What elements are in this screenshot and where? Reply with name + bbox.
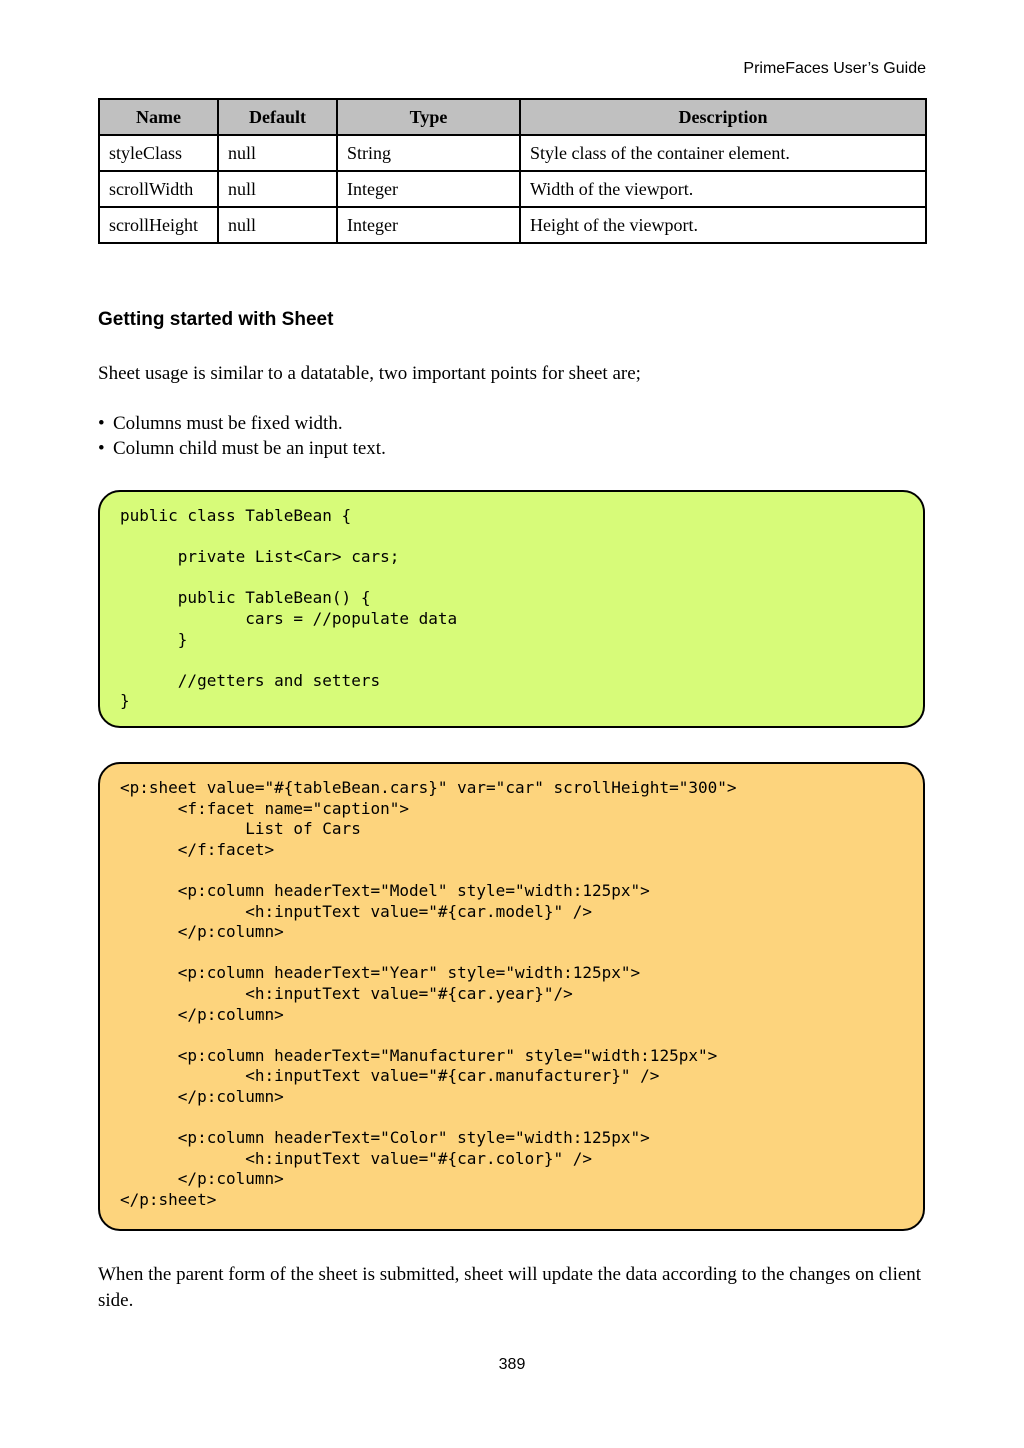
cell-description: Style class of the container element. <box>520 135 926 171</box>
cell-description: Width of the viewport. <box>520 171 926 207</box>
column-header-name: Name <box>99 99 218 135</box>
column-header-description: Description <box>520 99 926 135</box>
section-title: Getting started with Sheet <box>98 309 334 330</box>
column-header-default: Default <box>218 99 337 135</box>
bullet-list <box>98 411 386 461</box>
cell-description: Height of the viewport. <box>520 207 926 243</box>
list-item: • Columns must be fixed width. <box>98 411 386 436</box>
cell-default: null <box>218 171 337 207</box>
cell-name: scrollWidth <box>99 171 218 207</box>
table-row <box>99 207 926 243</box>
attributes-table <box>98 98 927 244</box>
cell-default: null <box>218 135 337 171</box>
running-header: PrimeFaces User’s Guide <box>743 60 926 77</box>
xhtml-code-block: <p:sheet value="#{tableBean.cars}" var="car" scrollHeight="300"> <f:facet name="caption"> List of Cars </f:facet> <p:column headerText="Model" style="width:125px"> <h:inputText value="#{car.model}" /> </p:column> <p:column headerText="Year" style="width:125px"> <h:inputText value="#{car.year}"/> </p:column> <p:column headerText="Manufacturer" style="width:125px"> <h:inputText value="#{car.manufacturer}" /> </p:column> <p:column headerText="Color" style="width:125px"> <h:inputText value="#{car.color}" /> </p:column> </p:sheet> <box>98 762 925 1231</box>
column-header-type: Type <box>337 99 520 135</box>
cell-name: scrollHeight <box>99 207 218 243</box>
cell-type: Integer <box>337 171 520 207</box>
cell-type: Integer <box>337 207 520 243</box>
table-header-row <box>99 99 926 135</box>
table-row <box>99 135 926 171</box>
intro-paragraph: Sheet usage is similar to a datatable, two important points for sheet are; <box>98 363 641 384</box>
list-item: • Column child must be an input text. <box>98 436 386 461</box>
page-number: 389 <box>498 1356 526 1373</box>
cell-name: styleClass <box>99 135 218 171</box>
cell-type: String <box>337 135 520 171</box>
java-code-block: public class TableBean { private List<Car> cars; public TableBean() { cars = //populate data } //getters and setters } <box>98 490 925 728</box>
table-row <box>99 171 926 207</box>
outro-paragraph: When the parent form of the sheet is submitted, sheet will update the data according to the changes on client side. <box>98 1264 922 1311</box>
cell-default: null <box>218 207 337 243</box>
